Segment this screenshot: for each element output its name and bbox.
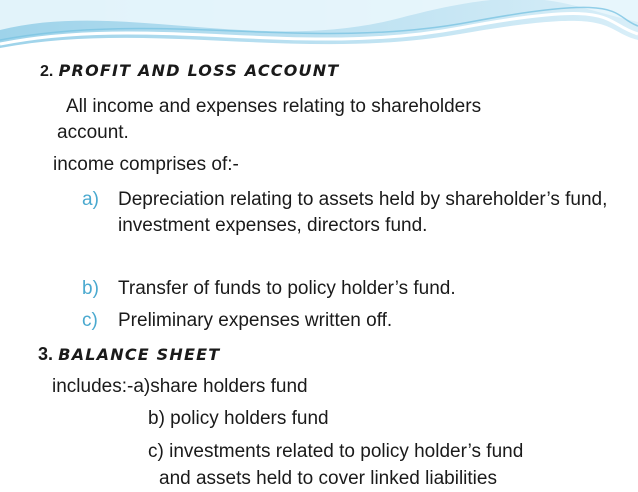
section-3-title: BALANCE SHEET: [58, 345, 221, 364]
section-3-heading: [38, 341, 220, 368]
list-marker: c): [82, 310, 98, 331]
section-2-title: PROFIT AND LOSS ACCOUNT: [58, 61, 340, 80]
section-2-intro: All income and expenses relating to shareholders account.: [57, 96, 482, 143]
balance-line: and assets held to cover linked liabilities: [159, 468, 497, 489]
section-2-heading: [40, 58, 339, 85]
list-marker: b): [82, 278, 99, 299]
balance-line: b) policy holders fund: [148, 408, 329, 429]
includes-label: includes:-a)share holders fund: [52, 376, 308, 397]
section-3-number: 3.: [38, 344, 54, 364]
list-item-text: Preliminary expenses written off.: [118, 310, 393, 331]
list-item-text: Transfer of funds to policy holder’s fund.: [118, 278, 456, 299]
income-label: income comprises of:-: [53, 154, 239, 175]
section-2-number: 2.: [40, 63, 54, 80]
balance-line: c) investments related to policy holder’s fund: [148, 441, 524, 462]
list-item-text: Depreciation relating to assets held by shareholder’s fund, investment expenses, directors fund.: [118, 189, 608, 236]
list-marker: a): [82, 189, 99, 210]
